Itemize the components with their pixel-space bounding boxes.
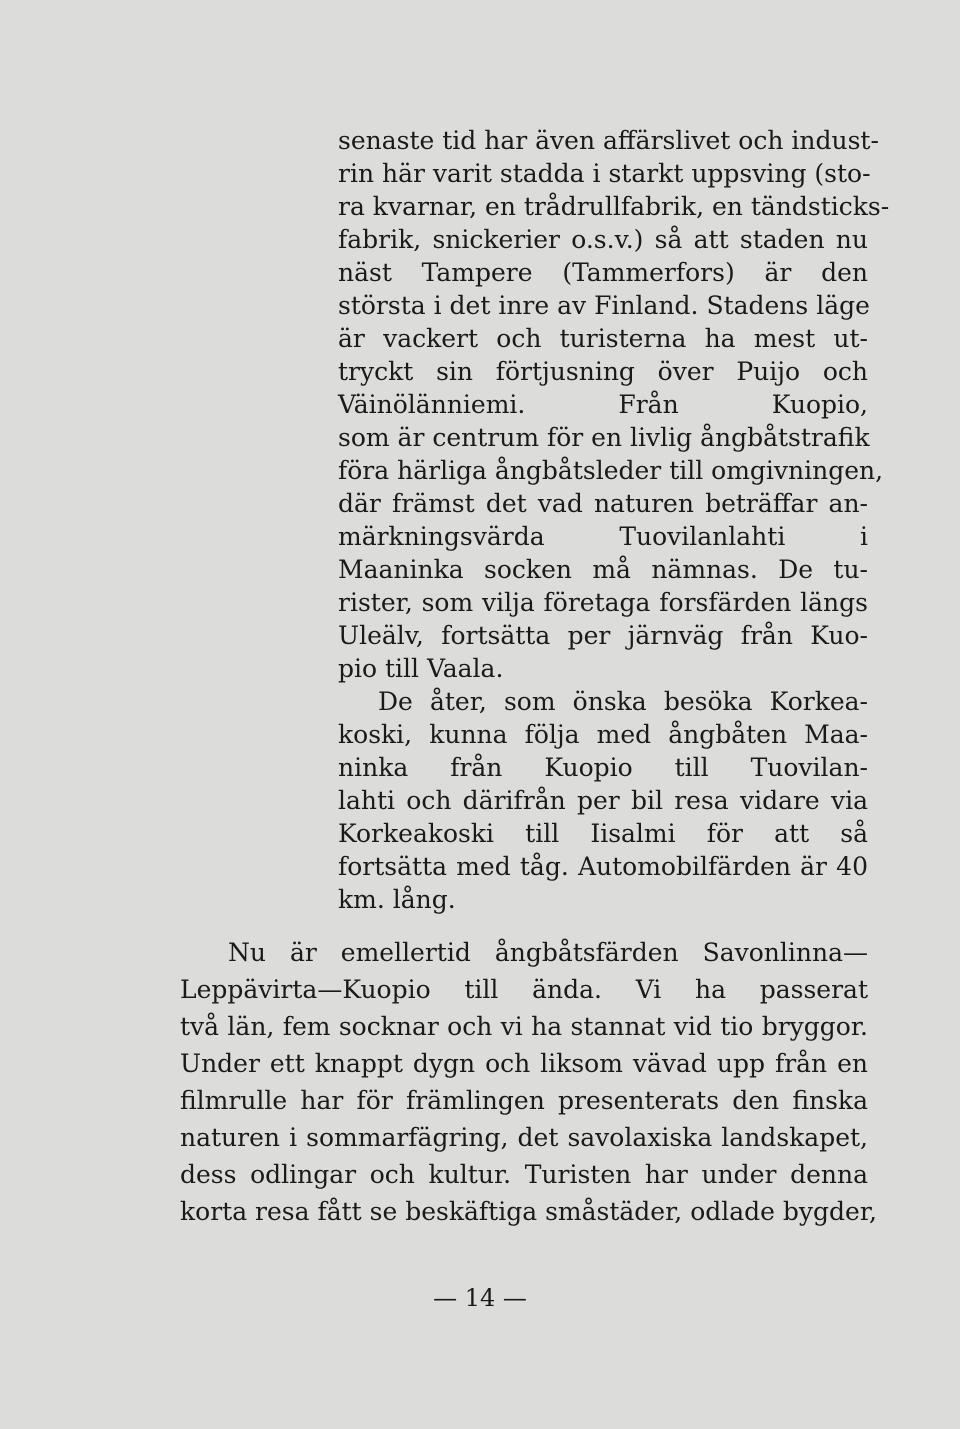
text-line: märkningsvärda Tuovilanlahti i [338, 522, 868, 551]
text-line: korta resa fått se beskäftiga småstäder, odlade bygder, [180, 1197, 877, 1226]
text-line: filmrulle har för främlingen presenterats den finska [180, 1086, 868, 1115]
text-line: som är centrum för en livlig ångbåtstrafik [338, 423, 870, 452]
text-line: föra härliga ångbåtsleder till omgivningen, [338, 456, 884, 485]
text-line: ninka från Kuopio till Tuovilan- [338, 753, 868, 782]
text-line: rin här varit stadda i starkt uppsving (sto- [338, 159, 871, 188]
text-line: rister, som vilja företaga forsfärden längs [338, 588, 868, 617]
text-line: lahti och därifrån per bil resa vidare via [338, 786, 868, 815]
text-line: senaste tid har även affärslivet och indust- [338, 126, 879, 155]
page-number: — 14 — [433, 1284, 527, 1312]
text-line: där främst det vad naturen beträffar an- [338, 489, 868, 518]
paragraph-first-line: De åter, som önska besöka Korkea- [378, 687, 868, 716]
text-line: pio till Vaala. [338, 654, 504, 683]
text-line: fortsätta med tåg. Automobilfärden är 40 [338, 852, 868, 881]
text-line: km. lång. [338, 885, 456, 914]
text-line: två län, fem socknar och vi ha stannat vid tio bryggor. [180, 1012, 868, 1041]
text-line: dess odlingar och kultur. Turisten har under denna [180, 1160, 868, 1189]
text-line: Uleälv, fortsätta per järnväg från Kuo- [338, 621, 868, 650]
text-line: Korkeakoski till Iisalmi för att så [338, 819, 868, 848]
paragraph-first-line: Nu är emellertid ångbåtsfärden Savonlinna— [228, 938, 868, 967]
text-line: Under ett knappt dygn och liksom vävad upp från en [180, 1049, 868, 1078]
text-line: koski, kunna följa med ångbåten Maa- [338, 720, 868, 749]
text-line: Maaninka socken må nämnas. De tu- [338, 555, 868, 584]
text-line: största i det inre av Finland. Stadens läge [338, 291, 870, 320]
text-line: näst Tampere (Tammerfors) är den [338, 258, 868, 287]
text-line: Leppävirta—Kuopio till ända. Vi ha passerat [180, 975, 868, 1004]
text-line: Väinölänniemi. Från Kuopio, [338, 390, 868, 419]
text-line: är vackert och turisterna ha mest ut- [338, 324, 868, 353]
text-line: naturen i sommarfägring, det savolaxiska landskapet, [180, 1123, 868, 1152]
text-line: ra kvarnar, en trådrullfabrik, en tändsticks- [338, 192, 890, 221]
text-line: fabrik, snickerier o.s.v.) så att staden nu [338, 225, 868, 254]
text-line: tryckt sin förtjusning över Puijo och [338, 357, 868, 386]
